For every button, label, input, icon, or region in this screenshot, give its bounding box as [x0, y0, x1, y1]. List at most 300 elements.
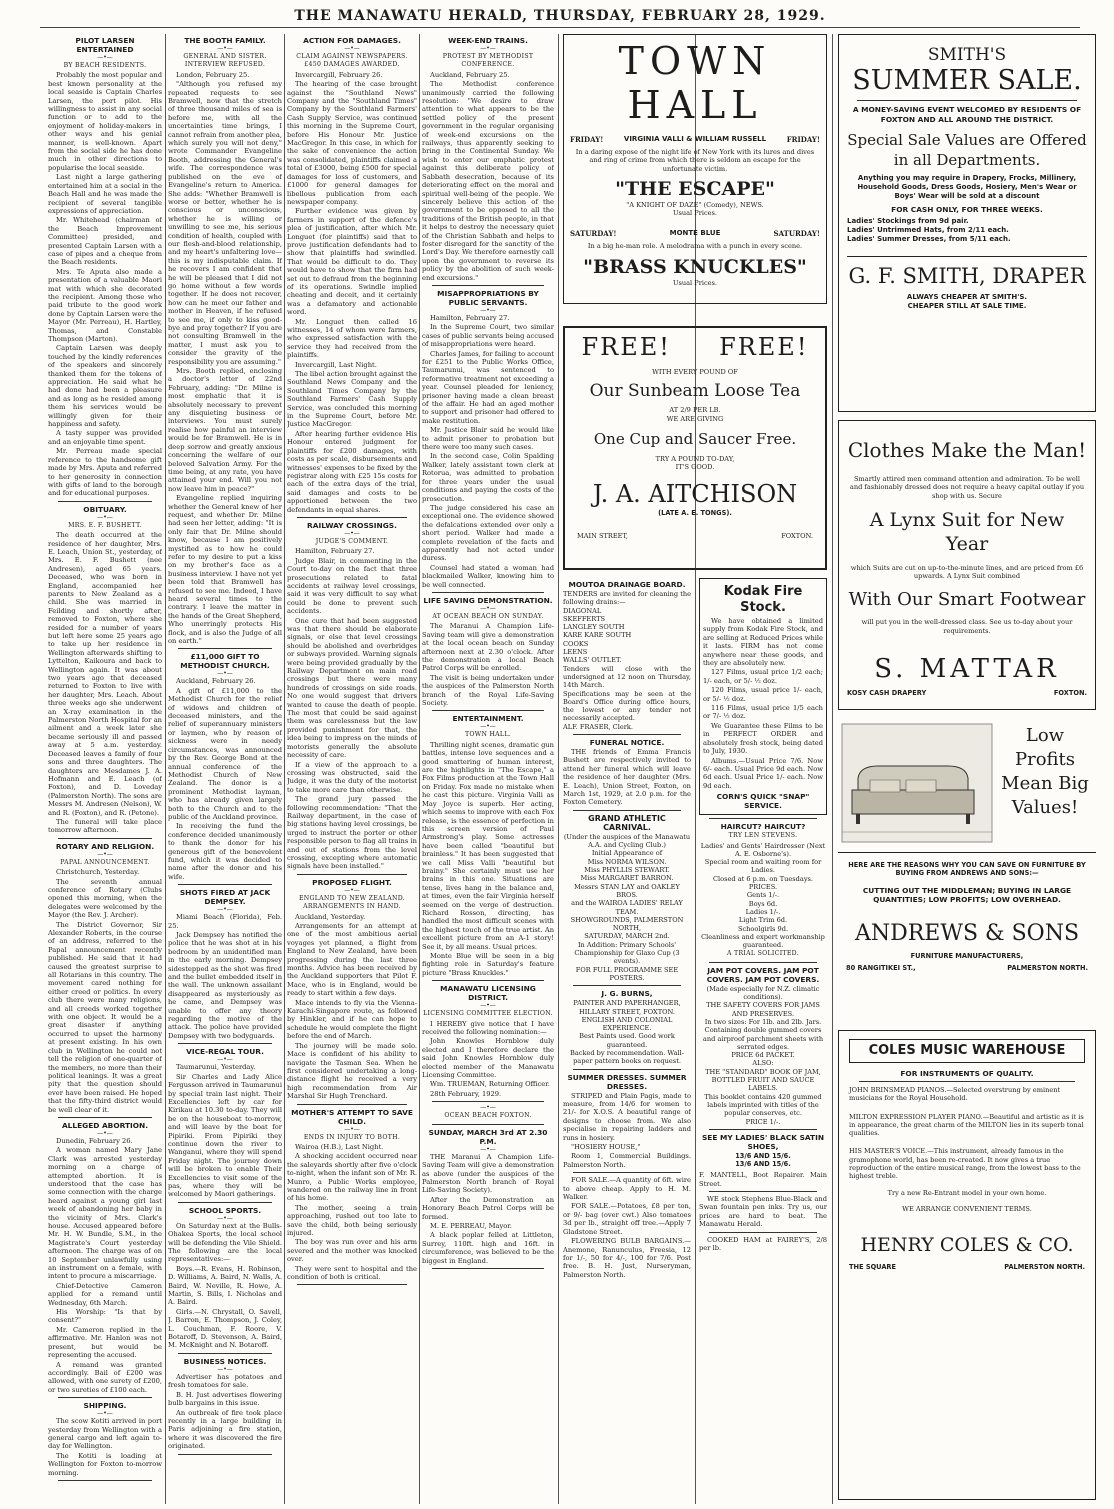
- coles-hmv: HIS MASTER'S VOICE.—This instrument, already famous in the gramophone world, has been re-created. It now gives a true reproduction of the entire musical range, from the lowest bass to the highest treble.: [849, 1147, 1081, 1181]
- divider: [432, 1101, 544, 1102]
- shoes-body: [699, 1152, 827, 1169]
- notice-line: Cleanliness and expert workmanship guaranteed.: [701, 932, 825, 950]
- article-headline: ACTION FOR DAMAGES.: [303, 36, 401, 45]
- notice-line: Albums.—Usual Price 7/6. Now 6/- each. Usual Price 9d each. Now 6d each. Usual Price 1/- each. Now 9d each.: [703, 756, 823, 790]
- article-paragraph: John Knowles Hornblow duly elected and I therefore declare the said John Knowles Hornblow duly elected member of the Manawatu Licensing Committee.: [422, 1037, 554, 1080]
- article-paragraph: 28th February, 1929.: [430, 1089, 502, 1098]
- smiths-line: CHEAPER STILL AT SALE TIME.: [907, 302, 1027, 310]
- notice-line: PRICE 6d PACKET.: [731, 1051, 795, 1060]
- article-subhead: MRS. E. F. BUSHETT.: [68, 521, 142, 529]
- mattar-business: KOSY CASH DRAPERY: [847, 689, 927, 698]
- article: [48, 505, 162, 839]
- article-paragraph: The journey will be made solo. Mace is confident of his ability to navigate the Tasman Sea. When he first considered undertaking a long-distance flight he received a very high recommendation from Air Marshal Sir Hugh Trenchard.: [287, 1041, 417, 1101]
- friday-label: FRIDAY!: [570, 135, 604, 144]
- news-column-1: [48, 34, 162, 1484]
- notice-line: We have obtained a limited supply from Kodak Fire Stock, and are selling at Reduced Prices while it lasts. FIRM has not come anywhere near these goods, and they are absolutely new.: [703, 617, 823, 668]
- jam-heading: JAM POT COVERS. JAM POT COVERS. JAM POT COVERS.: [706, 965, 820, 984]
- notice-line: Miss PHYLLIS STEWART.: [584, 866, 670, 875]
- mattar-text: which Suits are cut on up-to-the-minute lines, and are priced from £6 upwards. A Lynx Suit combined: [850, 563, 1084, 581]
- article-paragraph: The grand jury passed the following recommendation: "That the Railway department, in the case of big stations having level crossings, be urged to instruct the porter or other responsible person to flag all trains in and out of stations from the level crossing, excepting where automatic signals have been installed.": [287, 795, 417, 871]
- article-paragraph: London, February 25.: [176, 70, 250, 79]
- smiths-sale-ad: [838, 34, 1096, 412]
- smiths-top: SMITH'S: [927, 45, 1007, 65]
- notice-line: This booklet contains 420 gummed labels imprinted with titles of the popular conserves, etc.: [704, 1092, 822, 1118]
- article-paragraph: Auckland, February 26.: [176, 677, 256, 686]
- article: [48, 36, 162, 502]
- tea-headline: Our Sunbeam Loose Tea: [589, 381, 801, 402]
- funeral-heading: FUNERAL NOTICE.: [589, 738, 665, 748]
- notice-line: Containing double gummed covers and airproof parchment sheets with serrated edges.: [702, 1026, 824, 1051]
- article-headline: SHOTS FIRED AT JACK DEMPSEY.: [179, 888, 271, 907]
- friday-description: In a daring expose of the night life of New York with its lures and dives and ring of crime from which there is seldom an escape for the unfortunate victim.: [575, 148, 815, 173]
- notice-line: Gents 1/-.: [746, 891, 780, 900]
- article-subhead: JUDGE'S COMMENT.: [315, 537, 389, 545]
- headline-rule: —•—: [97, 1410, 113, 1418]
- article-paragraph: Mr. Cameron replied in the affirmative. Mr. Hanlon was not present, but would be representing the accused.: [48, 1325, 162, 1360]
- article-paragraph: The Maranui A Champion Life-Saving team will give a demonstration at the local ocean beach on Sunday afternoon next at 2.30 o'clock. After the demonstration a local Beach Patrol Corps will be enrolled.: [422, 622, 554, 673]
- divider: [573, 985, 681, 986]
- article-paragraph: If a view of the approach to a crossing was obstructed, said the Judge, it was the duty of the motorist to take more care than otherwise.: [287, 760, 417, 794]
- friday-film-title: "THE ESCAPE": [615, 177, 775, 200]
- article: [422, 714, 554, 981]
- article-headline: £11,000 GIFT TO METHODIST CHURCH.: [180, 652, 270, 671]
- article-paragraph: Auckland, February 25.: [430, 70, 510, 79]
- saturday-label: SATURDAY!: [570, 229, 617, 239]
- headline-rule: —•—: [97, 850, 113, 858]
- headline-rule: —•—: [480, 306, 496, 314]
- divider: [178, 1043, 272, 1044]
- friday-row: [570, 135, 820, 144]
- article-headline: BUSINESS NOTICES.: [183, 1356, 267, 1366]
- article-headline: ALLEGED ABORTION.: [61, 1120, 149, 1130]
- kodak-heading: Kodak Fire Stock.: [723, 584, 803, 615]
- article-subhead: PROTEST BY METHODIST CONFERENCE.: [442, 53, 534, 69]
- article-paragraph: THE Maranui A Champion Life-Saving Team will give a demonstration as above (under the auspices of the Palmerston North branch of Royal Life-Saving Society).: [422, 1152, 554, 1195]
- article: [168, 1047, 282, 1203]
- article-paragraph: They were sent to hospital and the condition of both is critical.: [287, 1264, 417, 1282]
- burns-notice: [563, 999, 691, 1065]
- divider: [709, 1191, 817, 1192]
- mattar-text: Smartly attired men command attention and admiration. To be well and fashionably dressed does not require a heavy capital outlay if you shop with us. Secure: [849, 475, 1085, 500]
- notices-column: [563, 578, 691, 1503]
- column-rule: [284, 34, 285, 1504]
- divider: [297, 517, 407, 518]
- notice-line: STRIPED and Plain Pagis, made to measure, from 14/6 for women to 21/- for X.O.S. A beautiful range of designs to choose from. We also specialise in repairing ladders and runs in hosiery.: [563, 1091, 691, 1142]
- article-paragraph: Invercargill, February 26.: [295, 70, 383, 79]
- article-headline: MISAPPROPRIATIONS BY PUBLIC SERVANTS.: [437, 288, 539, 307]
- article-headline: SUNDAY, MARCH 3rd AT 2.30 P.M.: [428, 1127, 548, 1146]
- divider: [297, 1284, 407, 1285]
- mattar-lynx: A Lynx Suit for New Year: [869, 508, 1065, 555]
- article-paragraph: The Kotiti is loading at Wellington for Foxton to-morrow morning.: [48, 1451, 162, 1477]
- article-paragraph: The Methodist conference unanimously carried the following resolution: "We desire to draw attention to what appears to be the settled policy of the present government in the regular organising of week-end excursions on the railways, thus apparently seeking to bring in the Continental Sunday. We wish to enter our emphatic protest against this deliberate policy of Sabbath desecration, because of its deteriorating effect on the moral and spiritual well-being of the people. We sincerely believe this action of the government to be opposed to all the traditions of the British people, in that it helps to destroy the necessary quiet of the Christian Sabbath and helps to foster disregard for the sanctity of the Lord's Day. We therefore earnestly call upon the government to reverse its policy by the abolition of such week-end excursions.": [422, 80, 554, 282]
- furniture-illustration: [838, 720, 1096, 848]
- article-paragraph: Mace intends to fly via the Vienna-Karachi-Singapore route, as followed by Hinkler, and if he can hope to schedule he would complete the flight before the end of March.: [287, 998, 417, 1041]
- article-paragraph: Probably the most popular and best known personality at the local seaside is Captain Charles Larsen, the port pilot. His willingness to assist in any social function or to add to the enjoyment of holiday-makers in other ways and his genial manner, is well-known. Apart from the social side he has done much in other directions to popularise the local seaside.: [48, 71, 162, 172]
- article-paragraph: Hamilton, February 27.: [295, 547, 375, 556]
- headline-rule: —•—: [480, 1002, 496, 1010]
- news-column-3: [287, 34, 417, 1288]
- divider: [573, 1172, 681, 1173]
- article: [422, 1128, 554, 1269]
- article-subhead: TOWN HALL.: [465, 731, 511, 739]
- divider: [857, 100, 1077, 101]
- coles-milton: MILTON EXPRESSION PLAYER PIANO.—Beautiful and artistic as it is in appearance, the great charm of the MILTON lies in its superb tonal qualities.: [849, 1112, 1084, 1138]
- article-paragraph: I HEREBY give notice that I have received the following nomination:—: [422, 1019, 554, 1037]
- article-paragraph: Chief-Detective Cameron applied for a remand until Wednesday, 6th March.: [48, 1281, 162, 1307]
- saturday-prices: Usual Prices.: [672, 278, 718, 287]
- smiths-line: ALWAYS CHEAPER AT SMITH'S.: [906, 293, 1028, 301]
- notice-line: Boys 6d.: [748, 899, 778, 908]
- drainage-heading: MOUTOA DRAINAGE BOARD.: [568, 580, 686, 589]
- article: [287, 521, 417, 875]
- notice-line: SATURDAY, MARCH 2nd.: [584, 932, 670, 941]
- free-headline: FREE! FREE!: [581, 333, 809, 361]
- article-paragraph: One cure that had been suggested was that there should be elaborate signals, or else that level crossings should be abolished and overbridges or subways provided. Warning signals were being provided gradually by the Railway Department on main road crossings but there were many hundreds of crossings on side roads. No one would suggest that drivers wanted to cause the death of people. The most that could be said against them was carelessness but the law provided punishment for that, the idea being to impress on the minds of motorists generally the absolute necessity of care.: [287, 616, 417, 760]
- article: [168, 1357, 282, 1455]
- column-rule: [165, 34, 166, 1504]
- article-subhead: ENGLAND TO NEW ZEALAND. ARRANGEMENTS IN HAND.: [298, 894, 406, 911]
- article-paragraph: Sir Charles and Lady Alice Fergusson arrived in Taumarunui by special train last night. Their Excellencies left by car for Kirikau at 10.30 to-day. They will be on the houseboat to-morrow, and will leave by the boat for Pipiriki. From Pipiriki they continue down the river to Wanganui, where they will spend Friday night. The journey down will be broken to enable Their Excellencies to visit some of the pas, where they will be welcomed by Maori gatherings.: [168, 1072, 282, 1199]
- kodak-ad: [699, 578, 827, 815]
- article-paragraph: A tasty supper was provided and an enjoyable time spent.: [48, 429, 162, 446]
- smiths-line: Ladies' Stockings from 9d pair.: [847, 217, 969, 225]
- divider: [709, 818, 817, 819]
- notice-line: Special room and waiting room for Ladies.: [704, 858, 822, 875]
- article-paragraph: Mr. Whitehead (chairman of the Beach Improvement Committee) presided, and presented Captain Larsen with a case of pipes and a cheque from the Beach residents.: [48, 216, 162, 267]
- article-paragraph: Dunedin, February 26.: [56, 1136, 133, 1145]
- divider: [432, 980, 544, 981]
- notice-line: In Addition: Primary Schools' Championship for Glaxo Cup (3 events).: [574, 940, 680, 966]
- article: [168, 652, 282, 885]
- article-headline: THE BOOTH FAMILY.: [184, 36, 266, 45]
- divider: [297, 1104, 407, 1105]
- article-paragraph: A woman named Mary Jane Clark was arrested yesterday morning on a charge of attempted abortion. It is understood that the case has some connection with the charge heard against a young girl last week of abandoning her baby in the vicinity of Mrs. Clark's house. Accused appeared before Mr. H. W. Bundle, S.M., in the Magistrate's Court yesterday afternoon. The charge was of on 10 September unlawfully using an instrument on a female, with intent to procure a miscarriage.: [48, 1146, 162, 1281]
- friday-supporting: "A KNIGHT OF DAZE" (Comedy), NEWS.: [626, 200, 764, 209]
- andrews-sub: FURNITURE MANUFACTURERS,: [910, 951, 1024, 960]
- article-paragraph: Auckland, Yesterday.: [295, 912, 366, 921]
- mattar-heading: Clothes Make the Man!: [847, 438, 1087, 462]
- article-paragraph: M. E. PERREAU, Mayor.: [430, 1221, 512, 1230]
- coles-name: HENRY COLES & CO.: [860, 1234, 1074, 1257]
- mattar-address: [847, 689, 1087, 697]
- notice-line: FOR SALE.—Potatoes, £8 per ton, or 9/- bag (over cwt.) Also tomatoes 3d per lb., straight off tree.—Apply 7 Gladstone Street.: [563, 1202, 691, 1236]
- article: [422, 36, 554, 286]
- smiths-name: G. F. SMITH, DRAPER: [847, 256, 1087, 289]
- andrews-text: CUTTING OUT THE MIDDLEMAN; BUYING IN LARGE QUANTITIES; LOW PROFITS; LOW OVERHEAD.: [862, 885, 1072, 904]
- notice-line: THE "STANDARD" BOOK OF JAM, BOTTLED FRUIT AND SAUCE LABELS.: [705, 1067, 821, 1093]
- article: [168, 1206, 282, 1354]
- andrews-low-profits: Low Profits Mean Big Values!: [1001, 725, 1089, 818]
- headline-rule: —•—: [344, 886, 360, 894]
- divider: [178, 1353, 272, 1354]
- article-subhead: OCEAN BEACH FOXTON.: [444, 1112, 532, 1120]
- mattar-ad: [838, 420, 1096, 710]
- article: [48, 1401, 162, 1481]
- notice-line: Ladies' and Gents' Hairdresser (Next A. E. Osborne's).: [700, 841, 826, 858]
- notice-line: ENGLISH AND COLONIAL EXPERIENCE.: [581, 1015, 673, 1033]
- notice-line: (Under the auspices of the Manawatu A.A. and Cycling Club.): [563, 832, 691, 850]
- mattar-text: will put you in the well-dressed class. See us to-day about your requirements.: [861, 618, 1073, 635]
- article-paragraph: A shocking accident occurred near the saleyards shortly after five o'clock to-night, when the infant son of Mr. R. Munro, a Public Works employee, wandered on the railway line in front of his home.: [287, 1152, 417, 1203]
- aitchison-name: J. A. AITCHISON: [592, 480, 798, 509]
- article-paragraph: The seventh annual conference of Rotary (Clubs opened this morning, when the delegates were welcomed by the Mayor (the Rev. J. Archer).: [48, 877, 162, 920]
- notice-line: Closed at 6 p.m. on Tuesdays.: [712, 874, 814, 883]
- divider: [58, 1117, 152, 1118]
- drainage-notice: [563, 590, 691, 731]
- article-paragraph: Mr. Perreau made special reference to the handsome gift made by Mrs. Aputa and referred to her generosity in connection with gifts of land to the borough and for educational purposes.: [48, 447, 162, 498]
- article: [168, 888, 282, 1044]
- notice-line: SKEFFERTS: [563, 614, 605, 623]
- divider: [58, 838, 152, 839]
- notice-line: FLOWERING BULB BARGAINS.—Anemone, Ranunculus, Freesia, 12 for 1/-, 50 for 4/-, 100 for 7/6. Post free. B. H. Just, Nurseryman, Palmerston North.: [563, 1237, 691, 1279]
- town-hall-ad: [563, 34, 827, 304]
- divider: [709, 1129, 817, 1130]
- notice-line: ALF. FRASER, Clerk.: [563, 722, 633, 731]
- mattar-town: FOXTON.: [1053, 689, 1087, 698]
- article-paragraph: Last night a large gathering entertained him at a social in the Beach Hall and he was made the recipient of several tangible expressions of appreciation.: [48, 173, 162, 215]
- news-column-4: [422, 34, 554, 1272]
- divider: [178, 648, 272, 649]
- article-paragraph: A black poplar felled at Littleton, Surrey, 110ft. high and 16ft. in circumference, was believed to be the biggest in England.: [422, 1231, 554, 1265]
- notice-line: PRICE 1/-.: [745, 1117, 781, 1126]
- notice-line: Specifications may be seen at the Board's Office during office hours, the lowest or any tender not necessarily accepted.: [563, 689, 691, 723]
- notice-line: Miss MARGARET BARRON.: [580, 874, 674, 883]
- friday-label: FRIDAY!: [786, 135, 820, 144]
- andrews-text: HERE ARE THE REASONS WHY YOU CAN SAVE ON FURNITURE BY BUYING FROM ANDREWS AND SONS:—: [848, 861, 1086, 878]
- article-subhead: CLAIM AGAINST NEWSPAPERS. £450 DAMAGES AWARDED.: [296, 53, 408, 69]
- article-paragraph: Judge Blair, in commenting in the Court to-day on the fact that three prosecutions related to fatal accidents at railway level crossings, said it was very difficult to say what could be done to prevent such accidents.: [287, 556, 417, 616]
- article-headline: PROPOSED FLIGHT.: [312, 877, 392, 887]
- notice-line: Miss NORMA WILSON.: [587, 857, 667, 866]
- cup-headline: One Cup and Saucer Free.: [593, 429, 797, 448]
- haircut-sub: TRY LEN STEVENS.: [728, 832, 798, 840]
- article-paragraph: A gift of £11,000 to the Methodist Church for the relief of widows and children of deceased ministers, and the relief of superannuary ministers or laymen, who by reason of sickness were in needy circumstances, was announced by the Rev. George Bond at the annual conference of the Methodist Church of New Zealand. The donor is a prominent Methodist layman, who has already given largely both to the Church and to the public of the Auckland province.: [168, 686, 282, 821]
- coles-brinsmead: JOHN BRINSMEAD PIANOS.—Selected overstrung by eminent musicians for the Royal Household.: [849, 1086, 1061, 1103]
- article-paragraph: The funeral will take place tomorrow afternoon.: [48, 817, 162, 835]
- notice-line: LEENS: [563, 648, 588, 657]
- haircut-heading: HAIRCUT? HAIRCUT?: [720, 822, 806, 832]
- headline-rule: —•—: [217, 670, 233, 678]
- masthead: THE MANAWATU HERALD, THURSDAY, FEBRUARY 28, 1929.: [40, 8, 1080, 28]
- article-paragraph: Mr. Justice Blair said he would like to admit prisoner to probation but there were too many such cases.: [422, 426, 554, 452]
- coles-town: PALMERSTON NORTH.: [1004, 1263, 1085, 1272]
- divider: [859, 1081, 1075, 1082]
- article-paragraph: After hearing further evidence His Honour entered judgment for plaintiffs for £200 damages, with costs as per scale, disbursements and witnesses' expenses to be fixed by the registrar along with £25 15s costs for each of the extra days of the trial, said damages and costs to be apportioned between the two defendants in equal shares.: [287, 429, 417, 514]
- notice-line: 13/6 AND 15/6.: [735, 1160, 791, 1169]
- article-paragraph: Jack Dempsey has notified the police that he was shot at in his bedroom by an unidentified man in the early morning. Dempsey sidestepped as the shot was fired and the bullet embedded itself in the wall. The unknown assailant disappeared as mysteriously as he came, and Dempsey was unable to offer any theory regarding the motive of the attack. The police have provided Dempsey with two bodyguards.: [168, 931, 282, 1040]
- article: [48, 1121, 162, 1398]
- article: [48, 842, 162, 1118]
- tea-price: AT 2/9 PER LB.: [669, 406, 721, 415]
- article-paragraph: Arrangements for an attempt at one of the most ambitious aerial voyages yet planned, a flight from England to New Zealand, have been progressing during the last three months. Advice has been received by the Auckland supporters that Pilot F. Mace, who is in England, would be ready to start within a few days.: [287, 922, 417, 998]
- notice-line: 116 Films, usual price 1/5 each or 7/- ½ doz.: [703, 704, 823, 721]
- column-rule: [832, 34, 833, 1504]
- article-paragraph: The hearing of the case brought against the "Southland News" Company and the "Southland Times" Company by the Southland Farmers' Cash Supply Service, was continued this morning in the Supreme Court, before His Honour Mr. Justice MacGregor. In this case, in which for the sake of convenience the action was consolidated, plaintiffs claimed a total of £3000, being £500 for special damages for loss of customers, and £1000 for general damages for libellous publication from each newspaper company.: [287, 80, 417, 206]
- article-paragraph: Mr. Longuet then called 16 witnesses, 14 of whom were farmers, who expressed satisfaction with the service they had received from the plaintiffs.: [287, 317, 417, 360]
- notice-line: Messrs STAN LAY and OAKLEY BROS.: [574, 882, 680, 899]
- article-subhead: ENDS IN INJURY TO BOTH.: [303, 1133, 401, 1141]
- article-paragraph: "Although you refused my repeated requests to see Bramwell, now that the stretch of three thousand miles of sea is before me, with all the uncertainties time brings, I cannot refrain from another plea, which surely you will not deny," wrote Commander Evangeline Booth, addressing the General's wife. The correspondence was published on the eve of Evangeline's return to America. She adds: "Whether Bramwell is worse or better, whether he is conscious or unconscious, whether he is willing or unwilling to see me, his serious condition of health, coupled with our flesh-and-blood relationship, and my heart's unfaltering love—this is my indisputable claim. If he recovers I am confident that he will be pleased that I did not go home without a few words together. If he does not recover, how can he meet our father and mother in Heaven, if he refused to see me, if only to kiss good-bye and pray together? If you are not consulting Bramwell in the matter, I must ask you to consider the gravity of the responsibility you are assuming.": [168, 80, 282, 366]
- article-paragraph: Monte Blue will be seen in a big fighting role in Saturday's feature picture "Brass Knuckles.": [422, 952, 554, 977]
- kodak-body: [703, 617, 823, 790]
- article-paragraph: Mrs. Te Aputa also made a presentation of a valuable Maori mat with which she decorated the recipient. Among those who paid tribute to the good work done by Captain Larsen were the Mayor (Mr. Perreau), H. Hartley, Thomas, and Constable Thompson (Marton).: [48, 267, 162, 343]
- notice-line: Room 1, Commercial Buildings. Palmerston North.: [563, 1152, 691, 1169]
- dresses-heading: SUMMER DRESSES. SUMMER DRESSES.: [567, 1072, 687, 1091]
- divider: [709, 1232, 817, 1233]
- shoes-signature: F. MANTELL, Boot Repairer. Main Street.: [699, 1171, 827, 1188]
- coles-reentrant: Try a new Re-Entrant model in your own home.: [887, 1188, 1047, 1197]
- classifieds: [563, 1176, 691, 1279]
- article-headline: OBITUARY.: [83, 504, 127, 514]
- notice-line: and the WAIROA LADIES' RELAY TEAM.: [571, 899, 683, 916]
- divider: [432, 710, 544, 711]
- article-paragraph: Wm. TRUEMAN, Returning Officer.: [430, 1080, 550, 1089]
- divider: [709, 962, 817, 963]
- mattar-footwear: With Our Smart Footwear: [848, 589, 1086, 611]
- divider: [297, 874, 407, 875]
- tea-line: WITH EVERY POUND OF: [652, 368, 738, 376]
- andrews-ad: [838, 852, 1096, 1022]
- article-subhead: GENERAL AND SISTER. INTERVIEW REFUSED.: [183, 53, 267, 69]
- coles-terms: WE ARRANGE CONVENIENT TERMS.: [902, 1204, 1032, 1213]
- notice-line: We Guarantee these Films to be in PERFECT ORDER and absolutely fresh stock, being dated to July, 1930.: [703, 721, 823, 756]
- smiths-line: FOR CASH ONLY, FOR THREE WEEKS.: [891, 205, 1043, 214]
- haircut-trial: A TRIAL SOLICITED.: [726, 950, 799, 958]
- divider: [432, 1124, 544, 1125]
- aitchison-address: [573, 532, 817, 540]
- notice-line: ALSO:: [752, 1059, 774, 1068]
- notice-line: FOR SALE.—A quantity of 6ft. wire to above cheap. Apply to H. M. Walker.: [563, 1176, 691, 1202]
- saturday-film-title: "BRASS KNUCKLES": [583, 255, 807, 278]
- headline-rule: —•—: [217, 1365, 233, 1373]
- coles-sub: FOR INSTRUMENTS OF QUALITY.: [900, 1069, 1034, 1078]
- article-paragraph: An outbreak of fire took place recently in a large building in Paris adjoining a fire station, where it was discovered the fire originated.: [168, 1408, 282, 1451]
- funeral-notice: THE friends of Emma Francis Bushett are respectively invited to attend her funeral which will leave the residence of her daughter (Mrs. E. Leach), Union Street, Foxton, on March 1st, 1929, at 2.0 p.m. for the Foxton Cemetery.: [563, 748, 691, 807]
- burns-heading: J. G. BURNS,: [601, 989, 653, 999]
- andrews-address: [846, 964, 1088, 972]
- ink-notice: WE stock Stephens Blue-Black and Swan fountain pen inks. Try us, our prices are hard to beat. The Manawatu Herald.: [699, 1195, 827, 1229]
- notice-line: FOR FULL PROGRAMME SEE POSTERS.: [575, 965, 679, 982]
- article-paragraph: Christchurch, Yesterday.: [56, 868, 140, 877]
- column-rule: [419, 34, 420, 1504]
- smiths-line: Anything you may require in Drapery, Frocks, Millinery, Household Goods, Dress Goods, Hosiery, Men's Wear or Boys' Wear will be sold at a discount: [857, 174, 1077, 200]
- article: [287, 878, 417, 1105]
- article-paragraph: The mother, seeing a train approaching, rushed out too late to save the child, both being seriously injured.: [287, 1203, 417, 1237]
- article-paragraph: His Worship: "Is that by consent?": [48, 1308, 162, 1325]
- notice-line: LANGLEY SOUTH: [563, 623, 625, 632]
- aitchison-late: (LATE A. E. TONGS).: [658, 509, 732, 518]
- aitchison-street: MAIN STREET,: [577, 531, 629, 540]
- article-paragraph: The judge considered his case an exceptional one. The evidence showed the defalcations extended over only a short period. Walker had made a complete revelation of the facts and apparently had not acted under duress.: [422, 503, 554, 563]
- headline-rule: —•—: [97, 54, 113, 61]
- article-paragraph: Hamilton, February 27.: [430, 313, 510, 322]
- haircut-body: [699, 842, 827, 950]
- divider: [58, 1480, 152, 1481]
- dresses-notice: [563, 1092, 691, 1170]
- saturday-description: In a big he-man role. A melodrama with a punch in every scene.: [587, 242, 803, 251]
- divider: [178, 1454, 272, 1455]
- article-paragraph: The libel action brought against the Southland News Company and the Southland Times Company by the Southland Farmers' Cash Supply Service, was concluded this morning in the Supreme Court, before Mr. Justice MacGregor.: [287, 370, 417, 429]
- article-paragraph: Invercargill, Last Night.: [295, 360, 377, 369]
- ads-column: [699, 578, 827, 1503]
- headline-rule: —•—: [344, 1125, 360, 1133]
- article-headline: SCHOOL SPORTS.: [188, 1205, 262, 1215]
- headline-rule: —•—: [217, 45, 233, 52]
- article-paragraph: B. H. Just advertises flowering bulb bargains in this issue.: [168, 1390, 282, 1408]
- article: [287, 1108, 417, 1286]
- article-headline: SHIPPING.: [83, 1401, 127, 1411]
- article-subhead: PAPAL ANNOUNCEMENT.: [60, 858, 150, 866]
- article-paragraph: The District Governor, Sir Alexander Roberts, in the course of an address, referred to the Papal announcement recently published. He said that it had caused the greatest surprise to all Rotarians in this country. The movement cared nothing for either creed or politics. In every club there were many religions, and all creeds worked together with one object. It would be a great disaster if anything occurred to upset the harmony at present existing. In his own club in Wellington he could not tell the religion of one-quarter of the members, no more than their political leanings. It was a great pity that the question should ever have been raised. He hoped that the fifty-third district would be well clear of it.: [48, 920, 162, 1114]
- andrews-name: ANDREWS & SONS: [854, 920, 1080, 946]
- article-headline: MOTHER'S ATTEMPT TO SAVE CHILD.: [291, 1107, 413, 1126]
- tea-line: TRY A POUND TO-DAY,: [655, 454, 735, 463]
- friday-stars: VIRGINIA VALLI & WILLIAM RUSSELL: [623, 135, 767, 143]
- article-paragraph: Captain Larsen was deeply touched by the kindly references of the speakers and sincerely thanked them for the tokens of appreciation. He said what he had done had been a pleasure and as long as he resided among them his services would be willingly given for their happiness and safety.: [48, 344, 162, 429]
- notice-line: KARE KARE SOUTH: [563, 631, 632, 640]
- article-paragraph: Further evidence was given by farmers in support of the defence's plea of justification, after which Mr. Longuet (for plaintiffs) said that to prove justification defendants had to show that plaintiffs had swindled. That would be difficult to do. They would have to show that the firm had set out to defraud from the beginning of its operations. Swindle implied cheating and deceit, and it certainly was a defamatory and actionable word.: [287, 207, 417, 317]
- article-paragraph: Counsel had stated a woman had blackmailed Walker, knowing him to be well connected.: [422, 563, 554, 589]
- article-paragraph: The death occurred at the residence of her daughter, Mrs. E. Leach, Union St., yesterday, of Mrs. E. F. Bushett (nee Andresen), aged 65 years. Deceased, who was born in England, accompanied her parents to New Zealand as a child. She was married in Feilding and shortly after, removed to Foxton, where she resided for a number of years but left here some 25 years ago to take up her residence in Wellington afterwards shifting to Lyttelton, Kaikoura and back to Wellington again. It was about two years ago that deceased returned to Foxton to live with her daughter, Mrs. Leach. About three weeks ago she underwent an X-ray examination in the Palmerston North Hospital for an ailment and a week later she became seriously ill and passed away at 5 a.m. yesterday. Deceased leaves a family of four sons and three daughters. The daughters are Mesdames J. A. Hofmann and E. Leach (of Foxton), and D. Loveday (Palmerston North). The sons are Messrs M. Andresen (Nelson), W. and R. (Foxton), and R. (Petone).: [48, 531, 162, 817]
- article: [287, 36, 417, 518]
- aitchison-tea-ad: [563, 326, 827, 570]
- andrews-town: PALMERSTON NORTH.: [1007, 963, 1088, 972]
- divider: [58, 1397, 152, 1398]
- town-hall-title: TOWN HALL: [618, 39, 772, 127]
- article: [168, 36, 282, 649]
- article-paragraph: The boy was run over and his arm severed and the mother was knocked over.: [287, 1238, 417, 1264]
- headline-rule: —•—: [480, 1104, 496, 1112]
- article-paragraph: The scow Kotiti arrived in port yesterday from Wellington with a general cargo and left again to-day for Wellington.: [48, 1417, 162, 1451]
- article: [422, 289, 554, 593]
- mattar-name: S. MATTAR: [874, 654, 1060, 685]
- article-paragraph: A remand was granted accordingly. Bail of £200 was allowed, with one surety of £200, or two sureties of £100 each.: [48, 1360, 162, 1394]
- coles-address: [849, 1263, 1085, 1271]
- article-headline: WEEK-END TRAINS.: [448, 36, 528, 45]
- article-paragraph: Wairoa (H.B.), Last Night.: [295, 1142, 384, 1151]
- divider: [432, 285, 544, 286]
- article: [422, 1105, 554, 1124]
- smiths-line: Ladies' Untrimmed Hats, from 2/11 each.: [847, 226, 1009, 234]
- shoes-heading: SEE MY LADIES' BLACK SATIN SHOES,: [701, 1132, 825, 1151]
- saturday-star: MONTE BLUE: [669, 229, 721, 238]
- notice-line: PRICES.: [748, 883, 778, 892]
- article-paragraph: The visit is being undertaken under the auspices of the Palmerston North branch of the Royal Life-Saving Society.: [422, 673, 554, 708]
- notice-line: Best Paints used. Good work guaranteed.: [579, 1032, 675, 1049]
- notice-line: 13/6 AND 15/6.: [735, 1151, 791, 1160]
- smiths-line: Ladies' Summer Dresses, from 5/11 each.: [847, 235, 1011, 243]
- article-paragraph: After the Demonstration an Honorary Beach Patrol Corps will be formed.: [422, 1195, 554, 1221]
- column-rule: [558, 34, 559, 1504]
- notice-line: Initial Appearance of: [591, 849, 663, 858]
- notice-line: (Made especially for N.Z. climatic conditions).: [706, 984, 820, 1002]
- headline-rule: —•—: [344, 45, 360, 52]
- headline-rule: —•—: [217, 906, 233, 914]
- article-paragraph: Miami Beach (Florida), Feb. 25.: [168, 913, 282, 930]
- notice-line: Backed by recommendation. Wall-paper pattern books on request.: [570, 1049, 684, 1066]
- article: [422, 596, 554, 711]
- article-paragraph: Taumarunui, Yesterday.: [176, 1063, 256, 1072]
- kodak-snap: CORN'S QUICK "SNAP" SERVICE.: [716, 792, 810, 811]
- notice-line: "HOSIERY HOUSE,": [571, 1143, 641, 1152]
- article-paragraph: In the Supreme Court, two similar cases of public servants being accused of misappropriations were heard.: [422, 323, 554, 349]
- notice-line: SHOWGROUNDS, PALMERSTON NORTH,: [570, 915, 684, 933]
- divider: [573, 1069, 681, 1070]
- divider: [573, 810, 681, 811]
- headline-rule: —•—: [97, 513, 113, 521]
- article-subhead: BY BEACH RESIDENTS.: [63, 62, 147, 69]
